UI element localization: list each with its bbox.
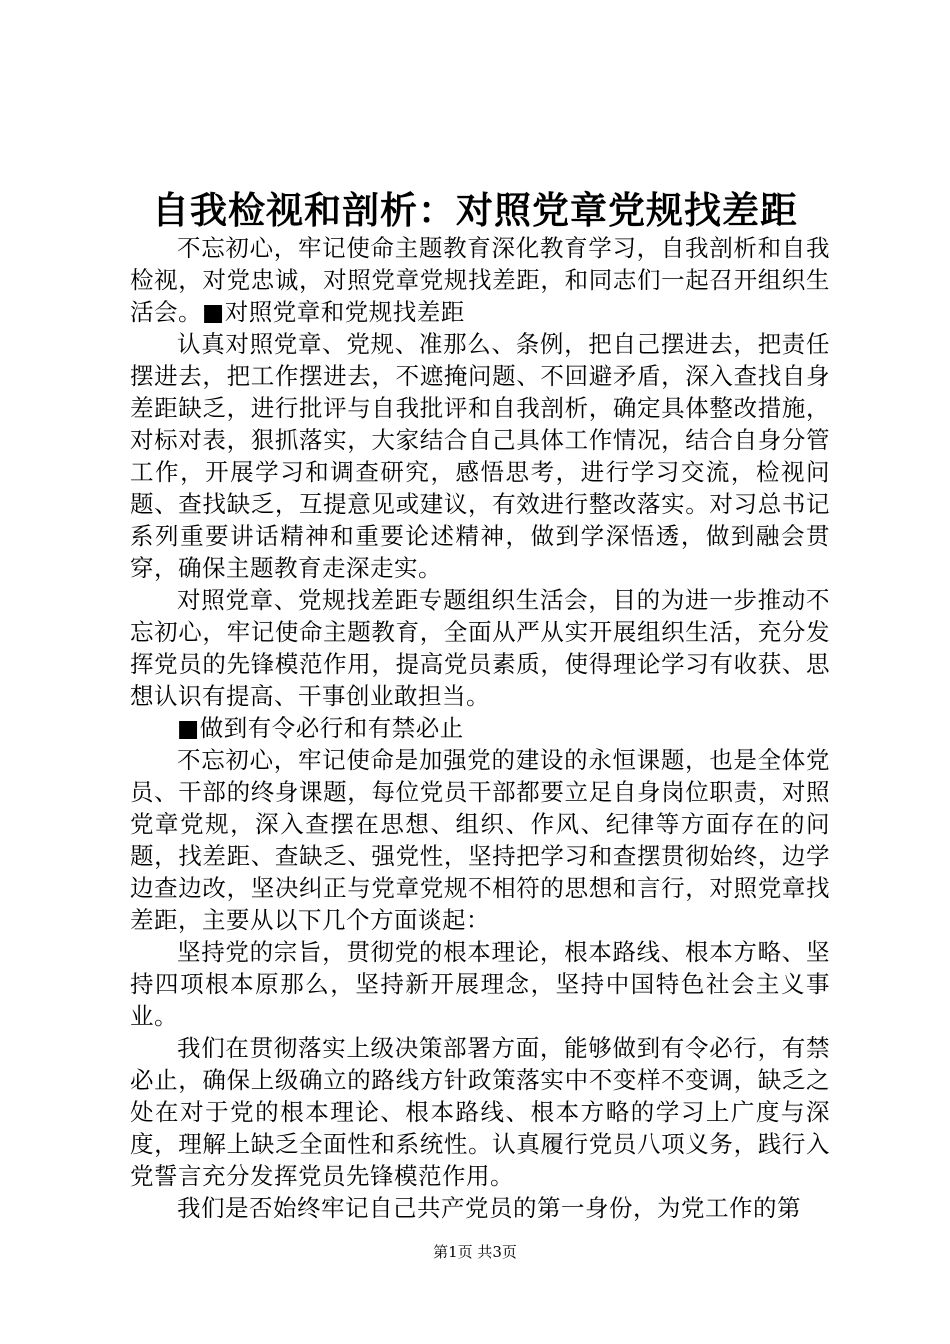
paragraph: 我们在贯彻落实上级决策部署方面，能够做到有令必行，有禁必止，确保上级确立的路线方针政策落实中不变样不变调，缺乏之处在对于党的根本理论、根本路线、根本方略的学习上广度与深度，理解上缺乏全面性和系统性。认真履行党员八项义务，践行入党誓言充分发挥党员先锋模范作用。 bbox=[130, 1034, 830, 1190]
paragraph: 坚持党的宗旨，贯彻党的根本理论，根本路线、根本方略、坚持四项根本原那么，坚持新开展理念，坚持中国特色社会主义事业。 bbox=[130, 938, 830, 1030]
page-number-footer: 第1页 共3页 bbox=[433, 1243, 517, 1261]
section-heading: ■做到有令必行和有禁必止 bbox=[177, 714, 464, 742]
paragraph: 不忘初心，牢记使命是加强党的建设的永恒课题，也是全体党员、干部的终身课题，每位党员干部都要立足自身岗位职责，对照党章党规，深入查摆在思想、组织、作风、纪律等方面存在的问题，找差距、查缺乏、强党性，坚持把学习和查摆贯彻始终，边学边查边改，坚决纠正与党章党规不相符的思想和言行，对照党章找差距，主要从以下几个方面谈起： bbox=[130, 746, 830, 934]
paragraph: 我们是否始终牢记自己共产党员的第一身份，为党工作的第 bbox=[177, 1194, 801, 1222]
paragraph: 不忘初心，牢记使命主题教育深化教育学习，自我剖析和自我检视，对党忠诚，对照党章党规找差距，和同志们一起召开组织生活会。■对照党章和党规找差距 bbox=[130, 234, 830, 326]
document-title: 自我检视和剖析：对照党章党规找差距 bbox=[152, 188, 798, 232]
document-body bbox=[130, 232, 830, 1224]
paragraph: 对照党章、党规找差距专题组织生活会，目的为进一步推动不忘初心，牢记使命主题教育，全面从严从实开展组织生活，充分发挥党员的先锋模范作用，提高党员素质，使得理论学习有收获、思想认识有提高、干事创业敢担当。 bbox=[130, 586, 830, 710]
paragraph: 认真对照党章、党规、准那么、条例，把自己摆进去，把责任摆进去，把工作摆进去，不遮掩问题、不回避矛盾，深入查找自身差距缺乏，进行批评与自我批评和自我剖析，确定具体整改措施，对标对表，狠抓落实，大家结合自己具体工作情况，结合自身分管工作，开展学习和调查研究，感悟思考，进行学习交流，检视问题、查找缺乏，互提意见或建议，有效进行整改落实。对习总书记系列重要讲话精神和重要论述精神，做到学深悟透，做到融会贯穿，确保主题教育走深走实。 bbox=[130, 330, 830, 582]
